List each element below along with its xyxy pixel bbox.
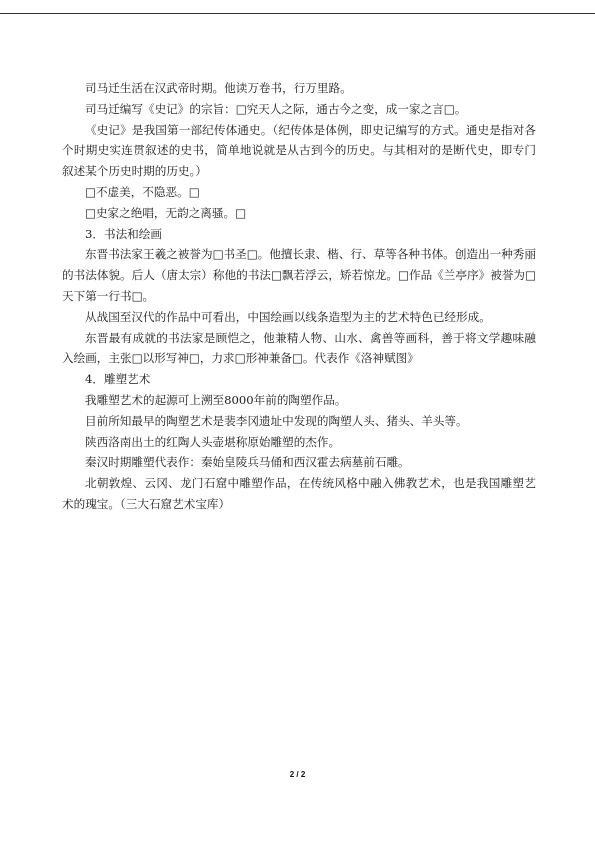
paragraph-shiji-definition: 《史记》是我国第一部纪传体通史。（纪传体是体例，即史记编写的方式。通史是指对各个时期史实连贯叙述的史书，简单地说就是从古到今的历史。与其相对的是断代史，即专门叙述某个历史时期的历史。）	[62, 122, 536, 179]
paragraph-painting-features: 从战国至汉代的作品中可看出，中国绘画以线条造型为主的艺术特色已经形成。	[85, 309, 491, 324]
header-rule	[0, 13, 595, 14]
paragraph-sculpture-origin: 我雕塑艺术的起源可上溯至8000年前的陶塑作品。	[85, 392, 347, 407]
paragraph-shiji-purpose: 司马迁编写《史记》的宗旨：□究天人之际，通古今之变，成一家之言□。	[85, 101, 467, 116]
paragraph-sima-qian-life: 司马迁生活在汉武帝时期。他读万卷书，行万里路。	[85, 81, 352, 95]
paragraph-red-pottery-head: 陕西洛南出土的红陶人头壶堪称原始雕塑的杰作。	[85, 434, 341, 449]
paragraph-grotto-sculpture: 北朝敦煌、云冈、龙门石窟中雕塑作品，在传统风格中融入佛教艺术，也是我国雕塑艺术的瑰宝。（三大石窟艺术宝库）	[62, 476, 536, 511]
paragraph-gu-kaizhi: 东晋最有成就的书法家是顾恺之，他兼精人物、山水、禽兽等画科，善于将文学趣味融入绘画，主张□以形写神□，力求□形神兼备□。代表作《洛神赋图》	[62, 330, 536, 366]
section-heading-sculpture: 4．雕塑艺术	[85, 372, 151, 387]
paragraph-earliest-pottery: 目前所知最早的陶塑艺术是裴李冈遗址中发现的陶塑人头、猪头、羊头等。	[85, 413, 468, 428]
quote-shi-jia-zhi-jue-chang: □史家之绝唱，无韵之离骚。□	[85, 205, 247, 220]
quote-bu-xu-mei: □不虚美，不隐恶。□	[85, 184, 200, 199]
page-number: 2 / 2	[289, 770, 306, 779]
paragraph-wang-xizhi: 东晋书法家王羲之被誉为□书圣□。他擅长隶、楷、行、草等各种书体。创造出一种秀丽的书法体貌。后人（唐太宗）称他的书法□飘若浮云，矫若惊龙。□作品《兰亭序》被誉为□天下第一行书□。	[62, 247, 536, 303]
section-heading-calligraphy-painting: 3．书法和绘画	[85, 226, 162, 241]
paragraph-qin-han-sculpture: 秦汉时期雕塑代表作：秦始皇陵兵马俑和西汉霍去病墓前石雕。	[85, 455, 410, 470]
document-body	[62, 78, 536, 515]
